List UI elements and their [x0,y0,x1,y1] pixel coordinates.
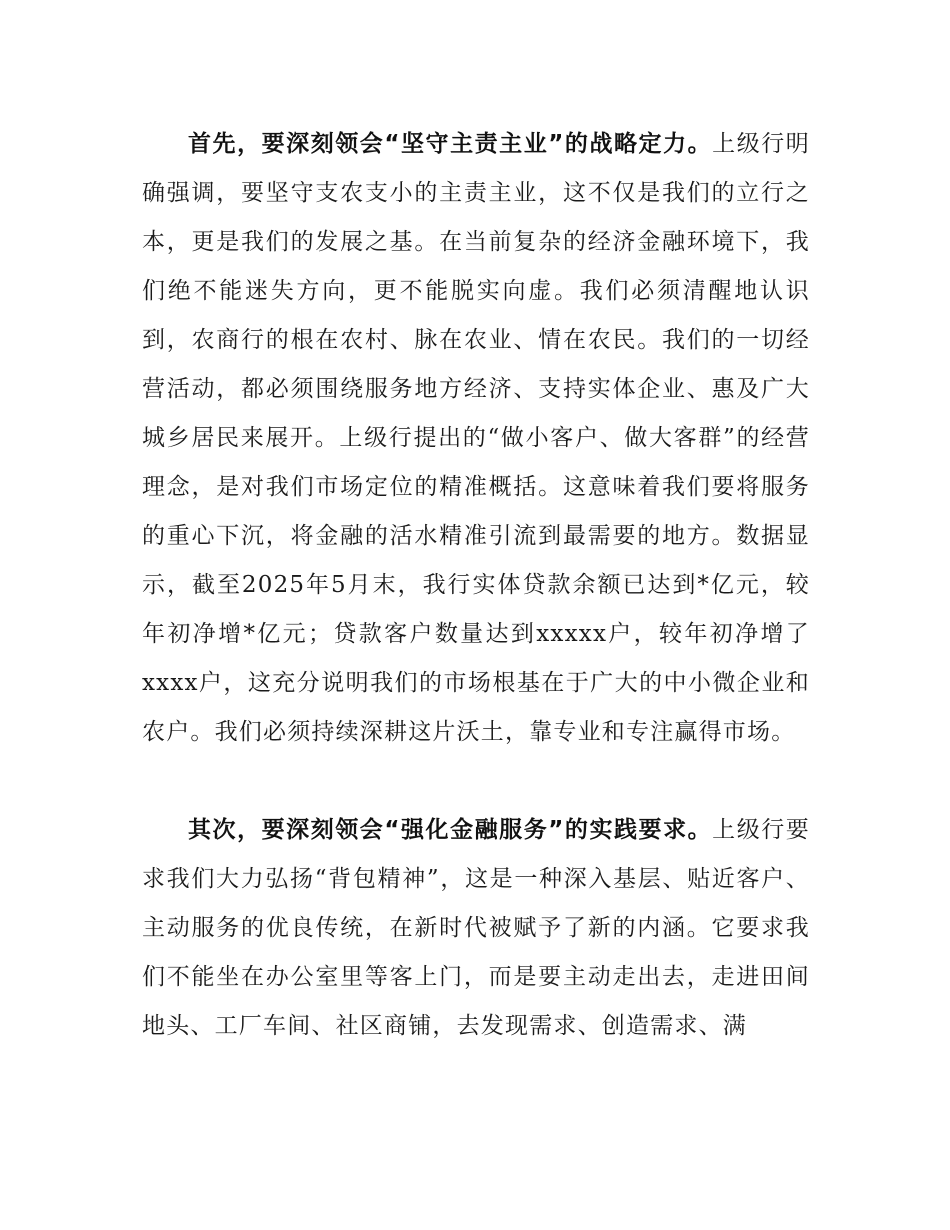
paragraph-1 [142,120,810,757]
paragraph-2-lead: 其次，要深刻领会“强化金融服务”的实践要求。 [188,817,713,843]
paragraph-2-body: 上级行要求我们大力弘扬“背包精神”，这是一种深入基层、贴近客户、主动服务的优良传统，在新时代被赋予了新的内涵。它要求我们不能坐在办公室里等客上门，而是要主动走出去，走进田间地头、工厂车间、社区商铺，去发现需求、创造需求、满 [142,817,810,1039]
paragraph-1-lead: 首先，要深刻领会“坚守主责主业”的战略定力。 [188,131,713,157]
paragraph-2 [142,806,810,1051]
paragraph-1-body: 上级行明确强调，要坚守支农支小的主责主业，这不仅是我们的立行之本，更是我们的发展之基。在当前复杂的经济金融环境下，我们绝不能迷失方向，更不能脱实向虚。我们必须清醒地认识到，农商行的根在农村、脉在农业、情在农民。我们的一切经营活动，都必须围绕服务地方经济、支持实体企业、惠及广大城乡居民来展开。上级行提出的“做小客户、做大客群”的经营理念，是对我们市场定位的精准概括。这意味着我们要将服务的重心下沉，将金融的活水精准引流到最需要的地方。数据显示，截至2025年5月末，我行实体贷款余额已达到*亿元，较年初净增*亿元；贷款客户数量达到xxxxx户，较年初净增了xxxx户，这充分说明我们的市场根基在于广大的中小微企业和农户。我们必须持续深耕这片沃土，靠专业和专注赢得市场。 [142,131,810,745]
